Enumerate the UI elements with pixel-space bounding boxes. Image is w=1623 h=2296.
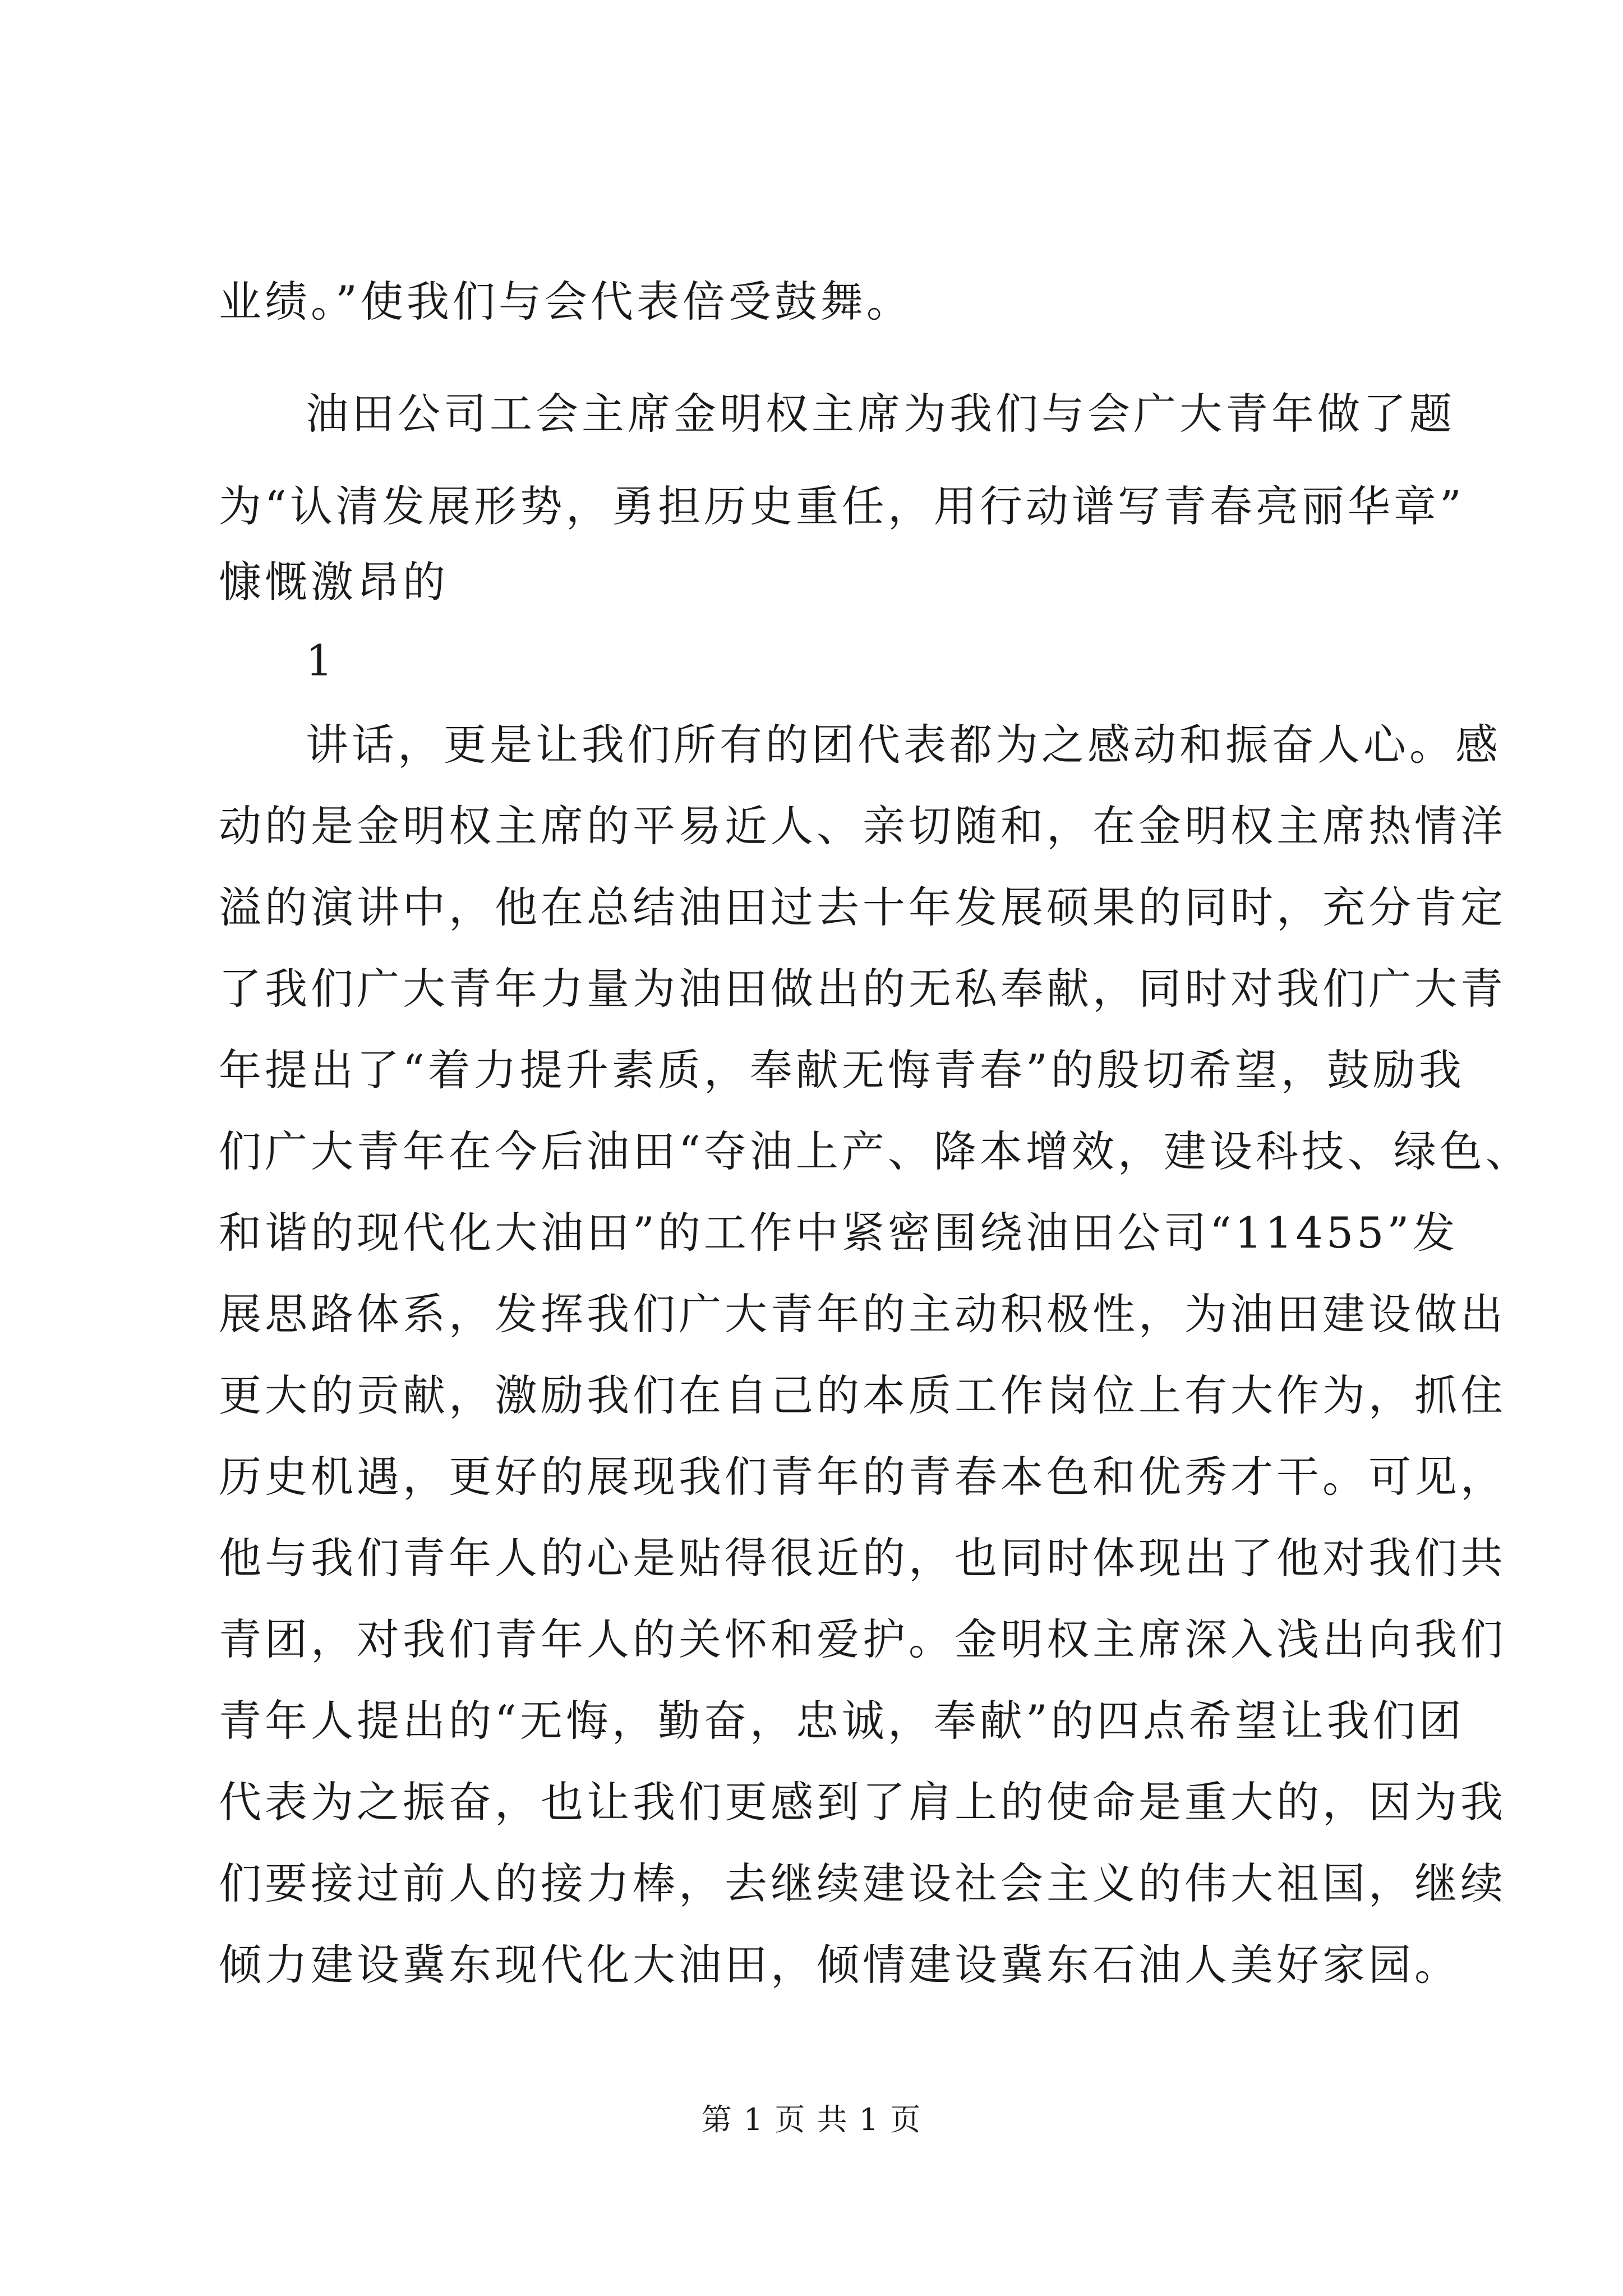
page-footer: 第 1 页 共 1 页 <box>701 2102 922 2137</box>
text-line: 倾力建设冀东现代化大油田，倾情建设冀东石油人美好家园。 <box>219 1940 1460 1990</box>
text-line: 年提出了“着力提升素质，奉献无悔青春”的殷切希望，鼓励我 <box>219 1045 1465 1095</box>
text-line: 他与我们青年人的心是贴得很近的，也同时体现出了他对我们共 <box>219 1533 1506 1583</box>
text-line: 们广大青年在今后油田“夺油上产、降本增效，建设科技、绿色、 <box>219 1126 1532 1176</box>
text-line: 油田公司工会主席金明权主席为我们与会广大青年做了题 <box>306 389 1455 439</box>
text-line: 动的是金明权主席的平易近人、亲切随和，在金明权主席热情洋 <box>219 801 1506 851</box>
text-line: 展思路体系，发挥我们广大青年的主动积极性，为油田建设做出 <box>219 1289 1506 1339</box>
text-line: 为“认清发展形势，勇担历史重任，用行动谱写青春亮丽华章” <box>219 481 1465 531</box>
page-number-marker: 1 <box>306 636 336 685</box>
text-line: 代表为之振奋，也让我们更感到了肩上的使命是重大的，因为我 <box>219 1777 1506 1827</box>
text-line: 业绩。”使我们与会代表倍受鼓舞。 <box>219 277 912 326</box>
text-line: 青团，对我们青年人的关怀和爱护。金明权主席深入浅出向我们 <box>219 1614 1506 1664</box>
text-line: 青年人提出的“无悔，勤奋，忠诚，奉献”的四点希望让我们团 <box>219 1696 1465 1746</box>
text-line: 历史机遇，更好的展现我们青年的青春本色和优秀才干。可见， <box>219 1452 1506 1502</box>
text-line: 溢的演讲中，他在总结油田过去十年发展硕果的同时，充分肯定 <box>219 882 1506 932</box>
text-line: 慷慨激昂的 <box>219 557 449 607</box>
text-line: 和谐的现代化大油田”的工作中紧密围绕油田公司“11455”发 <box>219 1208 1459 1258</box>
text-line: 更大的贡献，激励我们在自己的本质工作岗位上有大作为，抓住 <box>219 1370 1506 1420</box>
text-line: 了我们广大青年力量为油田做出的无私奉献，同时对我们广大青 <box>219 964 1506 1014</box>
text-line: 们要接过前人的接力棒，去继续建设社会主义的伟大祖国，继续 <box>219 1858 1506 1908</box>
text-line: 讲话，更是让我们所有的团代表都为之感动和振奋人心。感 <box>306 720 1501 770</box>
